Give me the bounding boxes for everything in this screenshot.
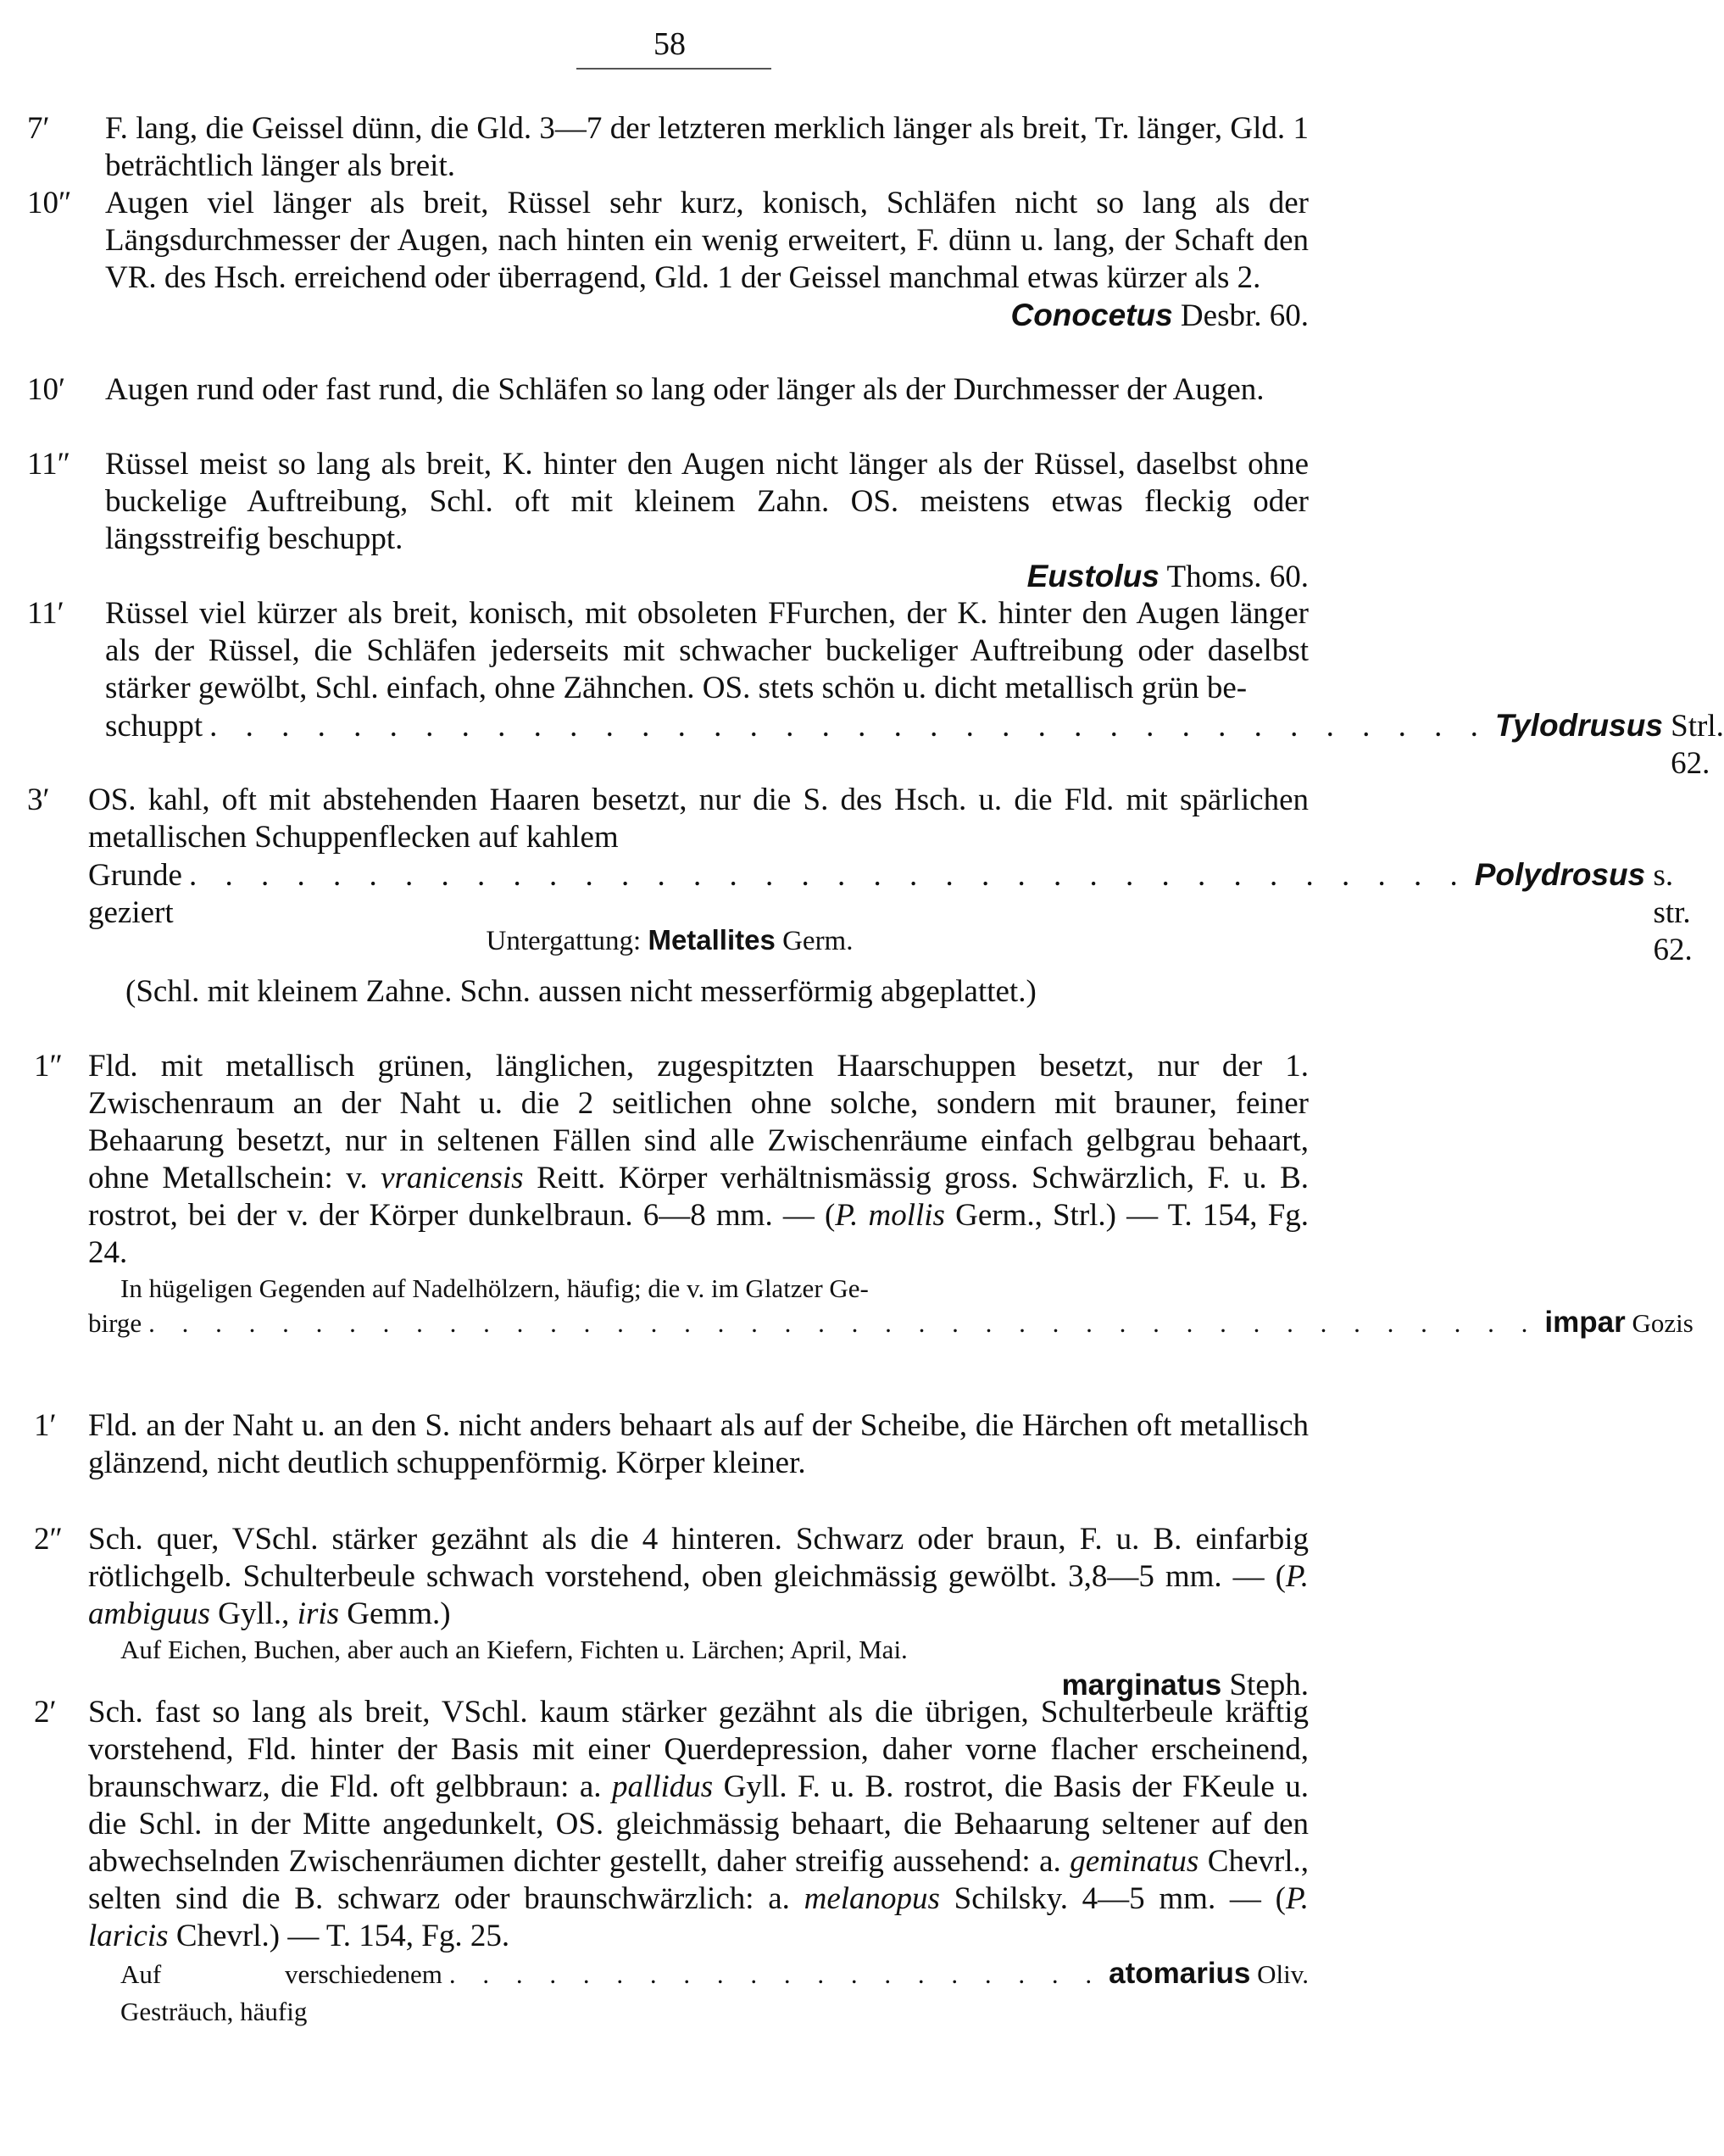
subgenus-name: Metallites <box>648 924 776 955</box>
key-entry-10b <box>27 371 1309 409</box>
species-author: Gozis <box>1632 1308 1693 1338</box>
genus-name: Eustolus <box>1026 559 1160 593</box>
entry-marker: 7′ <box>27 111 50 146</box>
entry-text-part: Germ., Strl.) — T. 154, Fg. 24. <box>88 1198 1310 1270</box>
entry-text: Fld. an der Naht u. an den S. nicht anders behaart als auf der Scheibe, die Härchen oft metallisch glänzend, nicht deutlich schuppenförmig. Körper kleiner. <box>88 1408 1309 1480</box>
subgenus-prefix: Untergattung: <box>486 926 642 956</box>
habitat-text: Auf Eichen, Buchen, aber auch an Kiefern, Fichten u. Lärchen; April, Mai. <box>120 1635 908 1664</box>
header-rule <box>576 68 771 70</box>
aberration-name: pallidus <box>611 1769 714 1804</box>
entry-text-last: Grunde geziert <box>88 858 182 930</box>
key-entry-2a <box>27 1521 1309 1704</box>
key-entry-11a <box>27 446 1309 596</box>
entry-text <box>88 1048 1309 1272</box>
genus-author: Thoms. 60. <box>1166 560 1309 594</box>
entry-text-part: Reitt. Körper verhältnismässig gross. Schwärzlich, F. u. B. rostrot, bei der v. der Körper dunkelbraun. 6—8 mm. — ( <box>88 1161 1310 1233</box>
species-name: marginatus <box>1061 1669 1222 1702</box>
entry-text <box>88 1521 1309 1633</box>
synonym-name: P. mollis <box>835 1198 945 1233</box>
species-line <box>88 1306 1693 1340</box>
synonym-name: P. laricis <box>88 1881 1310 1953</box>
entry-text-part: Sch. fast so lang als breit, VSchl. kaum stärker gezähnt als die übrigen, Schulterbeule kräftig vorstehend, Fld. hinter der Basis mit einer Querdepression, daher vorne flacher erscheinend, braunschwarz, die Fld. oft gelbbraun: a. <box>88 1695 1309 1804</box>
synonym-name: iris <box>297 1596 340 1631</box>
entry-marker: 2′ <box>34 1695 57 1730</box>
variety-name: vranicensis <box>381 1161 524 1195</box>
synonym-name: P. ambiguus <box>88 1559 1309 1631</box>
key-entry-10a <box>27 185 1309 335</box>
key-entry-1b <box>27 1407 1309 1482</box>
genus-author: Desbr. 60. <box>1180 298 1309 333</box>
entry-marker: 1″ <box>34 1049 63 1084</box>
entry-text-part: Fld. mit metallisch grünen, länglichen, zugespitzten Haarschuppen besetzt, nur der 1. Zwischenraum an der Naht u. die 2 seitlichen ohne solche, sondern mit brauner, feiner Behaarung besetzt, nur in seltenen Fällen sind alle Zwischenräume einfach gelbgrau behaart, ohne Metallschein: v. <box>88 1049 1309 1195</box>
entry-text: Rüssel viel kürzer als breit, konisch, mit obsoleten FFurchen, der K. hinter den Augen länger als der Rüssel, die Schläfen jederseits mit schwacher buckeliger Auftreibung oder daselbst stärker gewölbt, Schl. einfach, ohne Zähnchen. OS. stets schön u. dicht metallisch grün be- <box>105 596 1309 705</box>
key-entry-7 <box>27 110 1309 185</box>
species-name: impar <box>1544 1306 1626 1339</box>
dot-leader: . . . . . . . . . . . . . . . . . . . . . . . . . . . . . . . . . . . . . . . . . . <box>148 1308 1538 1338</box>
subgenus-author: Germ. <box>782 926 854 956</box>
entry-text-last: schuppt <box>105 709 203 744</box>
key-entry-11b <box>27 595 1724 783</box>
genus-line <box>27 297 1309 335</box>
entry-text-part: Chevrl.) — T. 154, Fg. 25. <box>175 1919 510 1953</box>
entry-text-part: Gyll. F. u. B. rostrot, die Basis der FKeule u. die Schl. in der Mitte angedunkelt, OS. gleichmässig behaart, die Behaarung seltener auf den abwechselnden Zwischenräumen dichter gestellt, daher streifig aussehend: a. <box>88 1769 1309 1879</box>
entry-text: Augen viel länger als breit, Rüssel sehr kurz, konisch, Schläfen nicht so lang als der Längsdurchmesser der Augen, nach hinten ein wenig erweitert, F. dünn u. lang, der Schaft den VR. des Hsch. erreichend oder überragend, Gld. 1 der Geissel manchmal etwas kürzer als 2. <box>105 186 1309 295</box>
species-author: Oliv. <box>1257 1959 1309 1989</box>
genus-name: Tylodrusus <box>1494 708 1663 743</box>
entry-text: OS. kahl, oft mit abstehenden Haaren besetzt, nur die S. des Hsch. u. die Fld. mit spärlichen metallischen Schuppenflecken auf kahlem <box>88 783 1309 855</box>
entry-text-part: Gyll., <box>218 1596 290 1631</box>
entry-marker: 10′ <box>27 372 66 407</box>
subgenus-heading <box>0 924 1339 957</box>
habitat-text: In hügeligen Gegenden auf Nadelhölzern, häufig; die v. im Glatzer Ge- <box>120 1273 869 1303</box>
species-author: Steph. <box>1229 1668 1309 1702</box>
entry-marker: 11′ <box>27 596 64 631</box>
entry-marker: 1′ <box>34 1408 57 1443</box>
aberration-name: geminatus <box>1070 1844 1199 1879</box>
habitat-text-last: birge <box>88 1308 142 1338</box>
species-line <box>120 1955 1309 2031</box>
aberration-name: melanopus <box>804 1881 940 1916</box>
entry-text <box>88 1694 1309 1955</box>
entry-text: F. lang, die Geissel dünn, die Gld. 3—7 der letzteren merklich länger als breit, Tr. länger, Gld. 1 beträchtlich länger als breit. <box>105 111 1309 183</box>
genus-line <box>27 558 1309 596</box>
entry-marker: 11″ <box>27 447 71 482</box>
entry-marker: 10″ <box>27 186 72 220</box>
genus-name: Conocetus <box>1010 298 1173 332</box>
entry-text-part: Gemm.) <box>347 1596 451 1631</box>
dot-leader: . . . . . . . . . . . . . . . . . . . . <box>448 1959 1103 1989</box>
genus-line <box>105 707 1724 783</box>
key-entry-1a <box>27 1048 1693 1340</box>
dot-leader: . . . . . . . . . . . . . . . . . . . . . . . . . . . . . . . . . . . . <box>209 709 1488 744</box>
habitat-text: Auf verschiedenem Gesträuch, häufig <box>120 1959 442 2026</box>
dot-leader: . . . . . . . . . . . . . . . . . . . . . . . . . . . . . . . . . . . . <box>188 858 1468 893</box>
subgenus-intro: (Schl. mit kleinem Zahne. Schn. aussen nicht messerförmig abgeplattet.) <box>125 974 1037 1009</box>
entry-text-part: Chevrl., selten sind die B. schwarz oder braunschwärzlich: a. <box>88 1844 1309 1916</box>
entry-text-part: Schilsky. 4—5 mm. — ( <box>954 1881 1286 1916</box>
entry-marker: 2″ <box>34 1522 63 1557</box>
entry-text: Rüssel meist so lang als breit, K. hinter den Augen nicht länger als der Rüssel, daselbst ohne buckelige Auftreibung, Schl. oft mit kleinem Zahn. OS. meistens etwas fleckig oder längsstreifig beschuppt. <box>105 447 1309 556</box>
genus-author: s. str. 62. <box>1653 858 1693 967</box>
key-entry-2b <box>27 1694 1309 2031</box>
entry-text-part: Sch. quer, VSchl. stärker gezähnt als die 4 hinteren. Schwarz oder braun, F. u. B. einfarbig rötlichgelb. Schulterbeule schwach vorstehend, oben gleichmässig gewölbt. 3,8—5 mm. — ( <box>88 1522 1309 1594</box>
genus-author: Strl. 62. <box>1671 709 1724 781</box>
species-name: atomarius <box>1109 1957 1251 1990</box>
genus-name: Polydrosus <box>1474 857 1646 892</box>
page-number: 58 <box>653 26 686 62</box>
entry-text: Augen rund oder fast rund, die Schläfen so lang oder länger als der Durchmesser der Augen. <box>105 372 1265 407</box>
entry-marker: 3′ <box>27 783 50 817</box>
